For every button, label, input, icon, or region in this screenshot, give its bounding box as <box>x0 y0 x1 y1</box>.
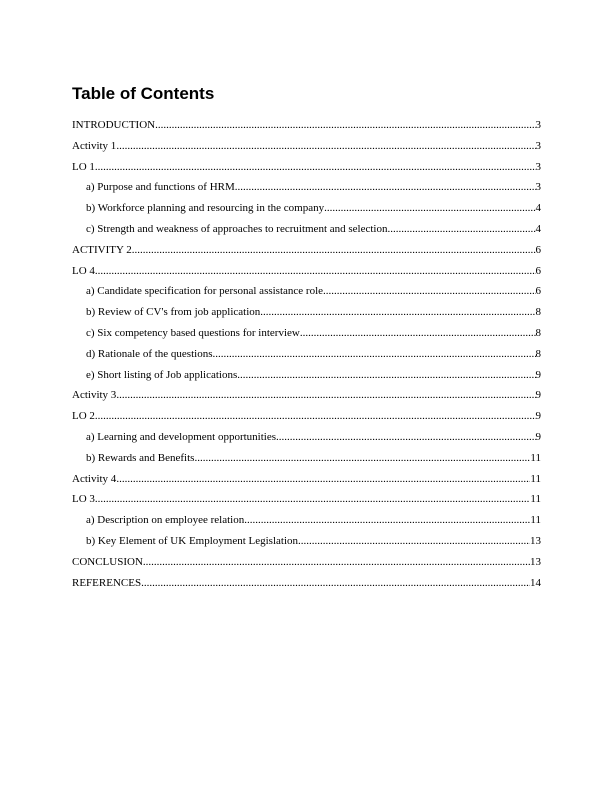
toc-entry-conclusion[interactable] <box>72 552 541 573</box>
toc-entry-page-number: 9 <box>535 368 541 381</box>
toc-entry-label: Activity 4 <box>72 472 117 485</box>
dot-leader <box>116 385 535 406</box>
toc-entry-activity-4[interactable] <box>72 469 541 490</box>
dot-leader <box>116 469 530 490</box>
toc-entry-page-number: 3 <box>535 181 541 194</box>
dot-leader <box>132 240 536 261</box>
dot-leader <box>260 302 535 323</box>
toc-entry-page-number: 8 <box>535 306 541 319</box>
toc-entry-label: ACTIVITY 2 <box>72 243 132 256</box>
dot-leader <box>235 177 536 198</box>
dot-leader <box>95 489 530 510</box>
toc-entry-label: LO 3 <box>72 493 95 506</box>
toc-entry-page-number: 4 <box>535 222 541 235</box>
dot-leader <box>324 198 535 219</box>
dot-leader <box>95 261 536 282</box>
toc-entry-label: LO 1 <box>72 160 95 173</box>
dot-leader <box>116 136 535 157</box>
toc-entry-label: b) Workforce planning and resourcing in the company <box>86 202 325 215</box>
toc-entry-page-number: 6 <box>535 243 541 256</box>
toc-entry-rationale-questions[interactable] <box>72 344 541 365</box>
dot-leader <box>95 157 536 178</box>
toc-entry-page-number: 13 <box>530 534 541 547</box>
toc-entry-activity-1[interactable] <box>72 136 541 157</box>
toc-entry-page-number: 6 <box>535 285 541 298</box>
dot-leader <box>141 573 530 594</box>
toc-entry-page-number: 3 <box>535 139 541 152</box>
dot-leader <box>276 427 536 448</box>
toc-entry-label: LO 2 <box>72 410 95 423</box>
toc-entry-short-listing[interactable] <box>72 365 541 386</box>
toc-entry-rewards-benefits[interactable] <box>72 448 541 469</box>
toc-entry-lo-3[interactable] <box>72 489 541 510</box>
toc-entry-label: Activity 3 <box>72 389 117 402</box>
toc-entry-label: INTRODUCTION <box>72 119 156 131</box>
toc-title: Table of Contents <box>72 84 215 103</box>
toc-entry-references[interactable] <box>72 573 541 594</box>
toc-entry-page-number: 8 <box>535 347 541 360</box>
dot-leader <box>212 344 535 365</box>
dot-leader <box>194 448 530 469</box>
toc-entry-page-number: 3 <box>535 160 541 173</box>
toc-entry-learning-development[interactable] <box>72 427 541 448</box>
toc-entry-page-number: 6 <box>535 264 541 277</box>
toc-entry-label: c) Six competency based questions for interview <box>86 326 300 339</box>
toc-entry-label: a) Learning and development opportunities <box>86 430 276 443</box>
toc-entry-label: a) Purpose and functions of HRM <box>86 181 235 194</box>
dot-leader <box>155 115 535 136</box>
dot-leader <box>323 281 535 302</box>
toc-entry-employee-relation[interactable] <box>72 510 541 531</box>
toc-entry-label: a) Description on employee relation <box>86 514 245 527</box>
toc-entry-page-number: 4 <box>535 202 541 215</box>
dot-leader <box>143 552 530 573</box>
toc-entry-page-number: 3 <box>535 119 541 131</box>
toc-entry-lo-2[interactable] <box>72 406 541 427</box>
toc-entry-label: b) Rewards and Benefits <box>86 451 195 464</box>
toc-entry-label: CONCLUSION <box>72 555 143 568</box>
toc-entry-page-number: 9 <box>535 410 541 423</box>
toc-entry-purpose-functions-hrm[interactable] <box>72 177 541 198</box>
toc-entry-page-number: 11 <box>530 451 541 464</box>
toc-entry-activity-2[interactable] <box>72 240 541 261</box>
toc-entry-label: Activity 1 <box>72 139 117 152</box>
toc-entry-uk-employment-legislation[interactable] <box>72 531 541 552</box>
toc-entry-competency-questions[interactable] <box>72 323 541 344</box>
toc-entry-label: e) Short listing of Job applications <box>86 368 238 381</box>
toc-entry-page-number: 11 <box>530 514 541 527</box>
dot-leader <box>237 365 535 386</box>
toc-entry-recruitment-selection[interactable] <box>72 219 541 240</box>
toc-entry-page-number: 13 <box>530 555 541 568</box>
toc-entry-activity-3[interactable] <box>72 385 541 406</box>
toc-entry-introduction[interactable] <box>72 115 541 136</box>
toc-entry-label: b) Review of CV's from job application <box>86 306 261 319</box>
toc-entry-workforce-planning[interactable] <box>72 198 541 219</box>
toc-entry-label: b) Key Element of UK Employment Legislation <box>86 534 299 547</box>
toc-entry-page-number: 8 <box>535 326 541 339</box>
toc-entry-label: d) Rationale of the questions <box>86 347 213 360</box>
dot-leader <box>387 219 535 240</box>
toc-entry-label: c) Strength and weakness of approaches to recruitment and selection <box>86 222 388 235</box>
dot-leader <box>244 510 530 531</box>
toc-entry-page-number: 11 <box>530 472 541 485</box>
toc-list <box>72 115 541 593</box>
toc-entry-page-number: 9 <box>535 389 541 402</box>
toc-entry-label: LO 4 <box>72 264 95 277</box>
toc-entry-lo-4[interactable] <box>72 261 541 282</box>
dot-leader <box>298 531 530 552</box>
toc-entry-candidate-specification[interactable] <box>72 281 541 302</box>
dot-leader <box>95 406 536 427</box>
toc-entry-page-number: 11 <box>530 493 541 506</box>
dot-leader <box>300 323 536 344</box>
toc-entry-lo-1[interactable] <box>72 157 541 178</box>
toc-entry-label: a) Candidate specification for personal assistance role <box>86 285 324 298</box>
toc-entry-page-number: 9 <box>535 430 541 443</box>
toc-entry-review-of-cvs[interactable] <box>72 302 541 323</box>
toc-entry-label: REFERENCES <box>72 576 142 589</box>
toc-entry-page-number: 14 <box>530 576 541 589</box>
